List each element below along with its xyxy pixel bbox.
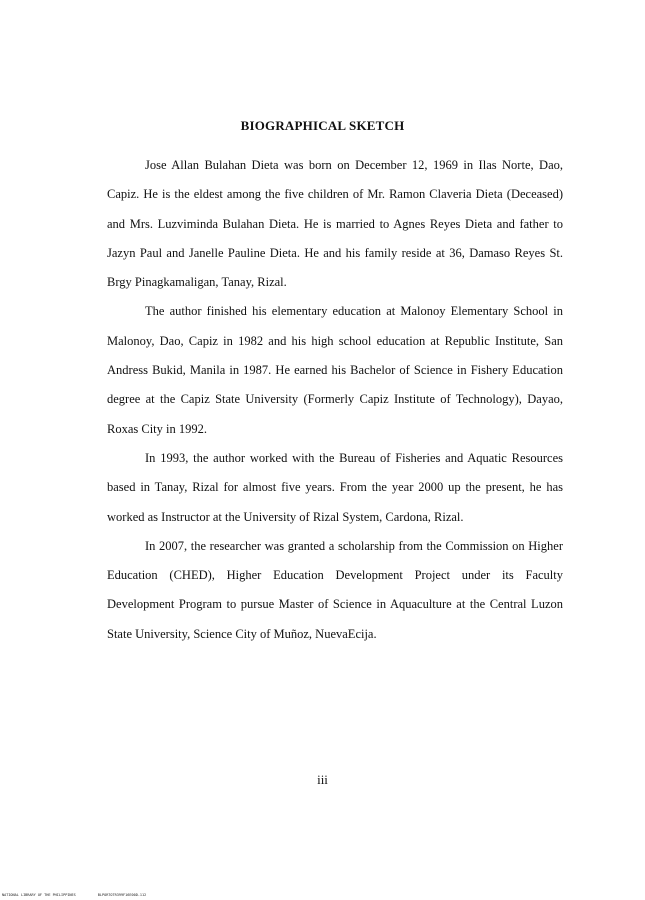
paragraph-birth-family: Jose Allan Bulahan Dieta was born on December 12, 1969 in Ilas Norte, Dao, Capiz. He is the eldest among the five children of Mr. Ramon Claveria Dieta (Deceased) and Mrs. Luzviminda Bulahan Dieta. He is married to Agnes Reyes Dieta and father to Jazyn Paul and Janelle Pauline Dieta. He and his family reside at 36, Damaso Reyes St. Brgy Pinagkamaligan, Tanay, Rizal. [107, 158, 563, 290]
scan-footer [2, 893, 146, 897]
page-number: iii [317, 772, 328, 787]
biography-body [107, 151, 563, 649]
paragraph-education: The author finished his elementary education at Malonoy Elementary School in Malonoy, Dao, Capiz in 1982 and his high school education at Republic Institute, San Andress Bukid, Manila in 1987. He earned his Bachelor of Science in Fishery Education degree at the Capiz State University (Formerly Capiz Institute of Technology), Dayao, Roxas City in 1992. [107, 304, 563, 436]
footer-scan-id: BLPORTOTR399F16E00D-112 [97, 893, 147, 897]
footer-library-name: NATIONAL LIBRARY OF THE PHILIPPINES [2, 893, 76, 897]
page-title: BIOGRAPHICAL SKETCH [240, 118, 405, 133]
paragraph-scholarship: In 2007, the researcher was granted a scholarship from the Commission on Higher Education (CHED), Higher Education Development Project under its Faculty Development Program to pursue Master of Science in Aquaculture at the Central Luzon State University, Science City of Muñoz, NuevaEcija. [107, 538, 563, 641]
paragraph-employment: In 1993, the author worked with the Bureau of Fisheries and Aquatic Resources based in Tanay, Rizal for almost five years. From the year 2000 up the present, he has worked as Instructor at the University of Rizal System, Cardona, Rizal. [107, 450, 563, 524]
